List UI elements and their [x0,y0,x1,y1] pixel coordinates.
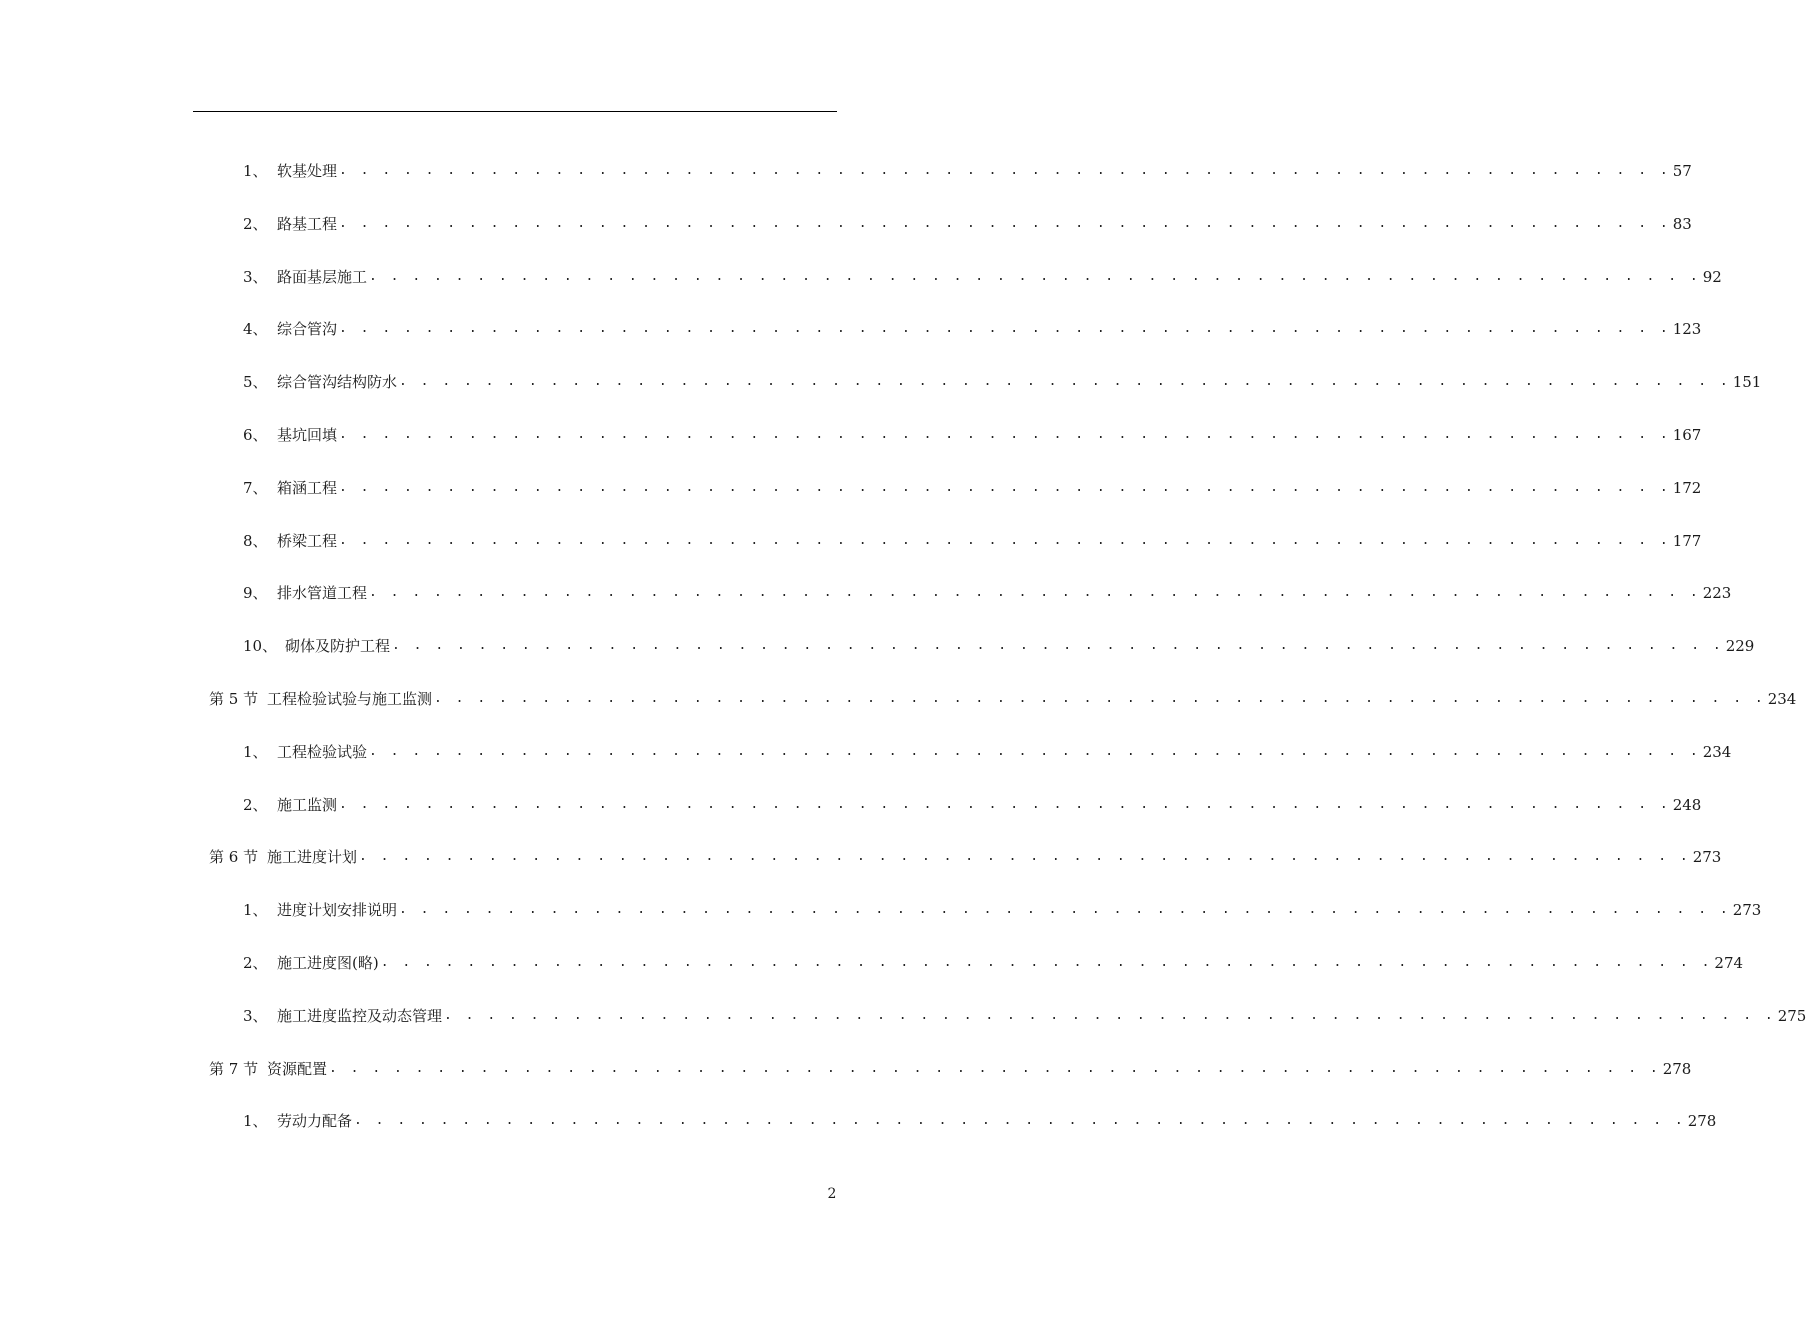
page-number: 2 [827,1186,837,1202]
toc-entry-number: 6、 [243,426,268,444]
toc-dot-leader: . . . . . . . . . . . . . . . . . . . . . . . . . . . . . . . . . . . . . . . . . . . . . . . . . . . . . . . . . . . . . . [399,902,1731,918]
toc-entry-number: 4、 [243,320,268,339]
toc-dot-leader: . . . . . . . . . . . . . . . . . . . . . . . . . . . . . . . . . . . . . . . . . . . . . . . . . . . . . . . . . . . . . . [339,796,1671,812]
toc-dot-leader: . . . . . . . . . . . . . . . . . . . . . . . . . . . . . . . . . . . . . . . . . . . . . . . . . . . . . . . . . . . . . . [444,1007,1776,1023]
toc-dot-leader: . . . . . . . . . . . . . . . . . . . . . . . . . . . . . . . . . . . . . . . . . . . . . . . . . . . . . . . . . . . . . . [339,427,1671,442]
toc-dot-leader: . . . . . . . . . . . . . . . . . . . . . . . . . . . . . . . . . . . . . . . . . . . . . . . . . . . . . . . . . . . . . . [339,479,1671,495]
toc-entry-page: 273 [1692,848,1722,867]
toc-entry-page: 275 [1777,1006,1806,1025]
toc-section-entry[interactable] [209,845,1722,869]
toc-entry-number: 9、 [243,584,268,603]
toc-dot-leader: . . . . . . . . . . . . . . . . . . . . . . . . . . . . . . . . . . . . . . . . . . . . . . . . . . . . . . . . . . . . . . [339,215,1671,231]
toc-item-entry[interactable] [243,370,1762,394]
toc-dot-leader: . . . . . . . . . . . . . . . . . . . . . . . . . . . . . . . . . . . . . . . . . . . . . . . . . . . . . . . . . . . . . . [329,1060,1661,1076]
toc-entry-page: 223 [1702,584,1732,603]
toc-item-entry[interactable] [243,317,1702,341]
toc-item-entry[interactable] [243,423,1702,447]
toc-entry-title: 排水管道工程 [277,584,368,603]
toc-item-entry[interactable] [243,581,1732,605]
toc-dot-leader: . . . . . . . . . . . . . . . . . . . . . . . . . . . . . . . . . . . . . . . . . . . . . . . . . . . . . . . . . . . . . . [339,321,1671,337]
toc-entry-title: 桥梁工程 [277,531,338,550]
toc-entry-number: 5、 [243,373,268,392]
toc-entry-page: 234 [1702,742,1732,761]
toc-entry-page: 278 [1662,1059,1692,1078]
toc-entry-number: 第 6 节 [209,848,259,867]
toc-entry-title: 路面基层施工 [277,267,368,286]
toc-entry-page: 151 [1732,373,1762,392]
toc-dot-leader: . . . . . . . . . . . . . . . . . . . . . . . . . . . . . . . . . . . . . . . . . . . . . . . . . . . . . . . . . . . . . . [369,585,1701,601]
toc-entry-number: 2、 [243,214,268,233]
toc-entry-page: 274 [1714,954,1744,972]
toc-entry-number: 1、 [243,901,268,920]
toc-entry-title: 进度计划安排说明 [277,901,398,920]
toc-entry-title: 软基处理 [277,162,338,180]
toc-entry-page: 123 [1672,320,1702,339]
toc-entry-number: 2、 [243,795,268,814]
toc-entry-title: 施工进度计划 [267,848,358,867]
toc-entry-number: 3、 [243,1006,268,1025]
toc-item-entry[interactable] [243,476,1702,500]
toc-entry-page: 57 [1672,162,1692,180]
toc-entry-title: 基坑回填 [277,426,338,444]
toc-item-entry[interactable] [243,529,1702,553]
toc-entry-number: 8、 [243,531,268,550]
toc-dot-leader: . . . . . . . . . . . . . . . . . . . . . . . . . . . . . . . . . . . . . . . . . . . . . . . . . . . . . . . . . . . . . . [369,743,1701,759]
toc-entry-number: 10、 [243,637,278,656]
toc-entry-title: 劳动力配备 [277,1112,353,1131]
toc-entry-page: 229 [1725,637,1755,656]
toc-entry-title: 砌体及防护工程 [285,637,391,656]
toc-dot-leader: . . . . . . . . . . . . . . . . . . . . . . . . . . . . . . . . . . . . . . . . . . . . . . . . . . . . . . . . . . . . . . [369,268,1701,284]
toc-dot-leader: . . . . . . . . . . . . . . . . . . . . . . . . . . . . . . . . . . . . . . . . . . . . . . . . . . . . . . . . . . . . . . [339,163,1671,178]
toc-entry-title: 路基工程 [277,214,338,233]
toc-entry-title: 施工监测 [277,795,338,814]
toc-entry-number: 1、 [243,162,268,180]
toc-item-entry[interactable] [243,793,1702,817]
toc-entry-title: 施工进度图(略) [277,954,379,972]
toc-item-entry[interactable] [243,265,1722,289]
toc-item-entry[interactable] [243,1004,1806,1028]
toc-dot-leader: . . . . . . . . . . . . . . . . . . . . . . . . . . . . . . . . . . . . . . . . . . . . . . . . . . . . . . . . . . . . . . [392,638,1724,654]
toc-dot-leader: . . . . . . . . . . . . . . . . . . . . . . . . . . . . . . . . . . . . . . . . . . . . . . . . . . . . . . . . . . . . . . [399,374,1731,390]
toc-entry-title: 工程检验试验 [277,742,368,761]
toc-item-entry[interactable] [243,634,1755,658]
toc-dot-leader: . . . . . . . . . . . . . . . . . . . . . . . . . . . . . . . . . . . . . . . . . . . . . . . . . . . . . . . . . . . . . . [434,691,1766,706]
toc-entry-page: 172 [1672,478,1702,497]
toc-section-entry[interactable] [209,1057,1692,1081]
toc-entry-title: 工程检验试验与施工监测 [267,690,433,708]
toc-entry-page: 273 [1732,901,1762,920]
toc-entry-title: 资源配置 [267,1059,328,1078]
header-rule [193,111,837,112]
toc-dot-leader: . . . . . . . . . . . . . . . . . . . . . . . . . . . . . . . . . . . . . . . . . . . . . . . . . . . . . . . . . . . . . . [339,532,1671,548]
toc-entry-number: 2、 [243,954,268,972]
toc-dot-leader: . . . . . . . . . . . . . . . . . . . . . . . . . . . . . . . . . . . . . . . . . . . . . . . . . . . . . . . . . . . . . . [380,955,1713,970]
toc-item-entry[interactable] [243,898,1762,922]
toc-entry-number: 第 5 节 [209,690,259,708]
toc-entry-title: 施工进度监控及动态管理 [277,1006,443,1025]
toc-item-entry[interactable] [243,212,1692,236]
toc-dot-leader: . . . . . . . . . . . . . . . . . . . . . . . . . . . . . . . . . . . . . . . . . . . . . . . . . . . . . . . . . . . . . . [359,849,1691,865]
toc-dot-leader: . . . . . . . . . . . . . . . . . . . . . . . . . . . . . . . . . . . . . . . . . . . . . . . . . . . . . . . . . . . . . . [354,1113,1686,1129]
toc-entry-number: 3、 [243,267,268,286]
toc-entry-page: 278 [1687,1112,1717,1131]
toc-entry-number: 7、 [243,478,268,497]
toc-entry-page: 234 [1767,690,1797,708]
toc-item-entry[interactable] [243,159,1692,183]
toc-entry-page: 92 [1702,267,1722,286]
toc-entry-number: 1、 [243,742,268,761]
toc-entry-page: 167 [1672,426,1702,444]
toc-item-entry[interactable] [243,951,1744,975]
toc-entry-number: 第 7 节 [209,1059,259,1078]
toc-entry-page: 83 [1672,214,1692,233]
toc-item-entry[interactable] [243,1109,1717,1133]
toc-entry-page: 177 [1672,531,1702,550]
toc-entry-title: 综合管沟结构防水 [277,373,398,392]
toc-entry-title: 综合管沟 [277,320,338,339]
toc-item-entry[interactable] [243,740,1732,764]
toc-entry-number: 1、 [243,1112,268,1131]
toc-section-entry[interactable] [209,687,1797,711]
toc-entry-title: 箱涵工程 [277,478,338,497]
toc-entry-page: 248 [1672,795,1702,814]
